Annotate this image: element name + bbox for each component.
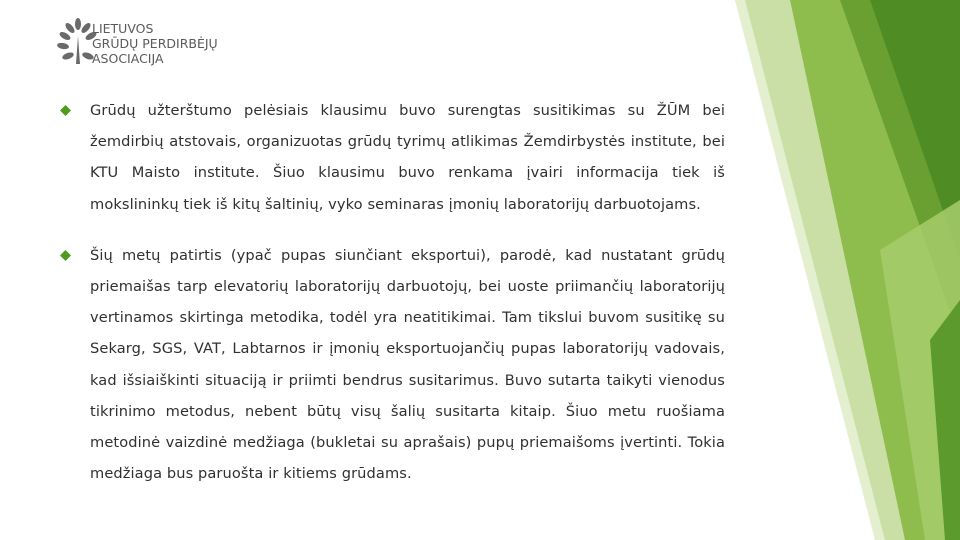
logo-line-3: ASOCIACIJA bbox=[92, 51, 164, 66]
bullet-item bbox=[60, 95, 725, 220]
bullet-text: Šių metų patirtis (ypač pupas siunčiant eksportui), parodė, kad nustatant grūdų priemaišas tarp elevatorių laboratorijų darbuotojų, bei uoste priimančių laboratorijų vertinamos skirtinga metodika, todėl yra neatitikimai. Tam tikslui buvom susitikę su Sekarg, SGS, VAT, Labtarnos ir įmonių eksportuojančių pupas laboratorijų vadovais, kad išsiaiškinti situaciją ir priimti bendrus susitarimus. Buvo sutarta taikyti vienodus tikrinimo metodus, nebent būtų visų šalių susitarta kitaip. Šiuo metu ruošiama metodinė vaizdinė medžiaga (bukletai su aprašais) pupų priemaišoms įvertinti. Tokia medžiaga bus paruošta ir kitiems grūdams. bbox=[90, 246, 725, 483]
bullet-list bbox=[60, 95, 725, 489]
diamond-bullet-icon bbox=[60, 105, 71, 116]
logo bbox=[56, 16, 246, 70]
diamond-bullet-icon bbox=[60, 250, 71, 261]
logo-line-1: LIETUVOS bbox=[92, 21, 154, 36]
logo-line-2: GRŪDŲ PERDIRBĖJŲ bbox=[92, 36, 218, 51]
logo-text bbox=[92, 21, 218, 66]
bullet-item bbox=[60, 240, 725, 490]
bullet-text: Grūdų užterštumo pelėsiais klausimu buvo surengtas susitikimas su ŽŪM bei žemdirbių atstovais, organizuotas grūdų tyrimų atlikimas Žemdirbystės institute, bei KTU Maisto institute. Šiuo klausimu buvo renkama įvairi informacija tiek iš mokslininkų tiek iš kitų šaltinių, vyko seminaras įmonių laboratorijų darbuotojams. bbox=[90, 102, 725, 213]
